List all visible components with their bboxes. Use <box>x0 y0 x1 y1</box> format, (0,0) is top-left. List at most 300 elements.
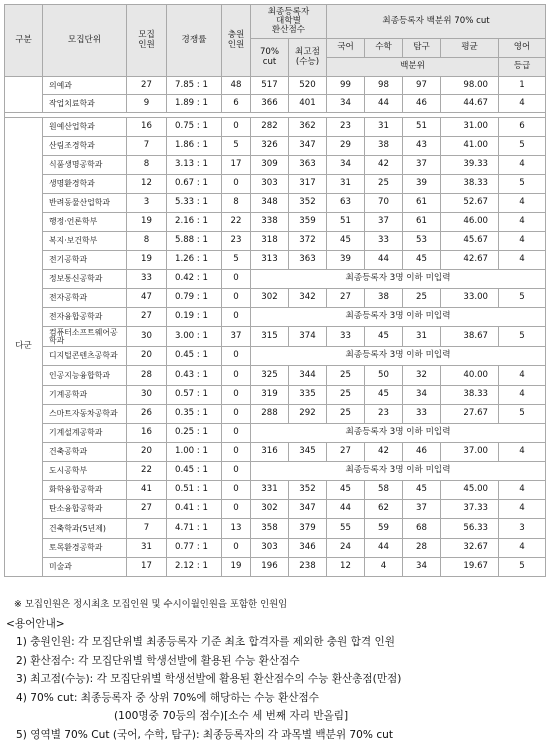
korean-cell: 45 <box>327 481 365 500</box>
extra-cell: 0 <box>222 424 251 443</box>
dept-cell: 기계공학과 <box>43 386 127 405</box>
note-cell: 최종등록자 3명 이하 미입력 <box>251 424 546 443</box>
table-row <box>5 386 546 405</box>
inquiry-cell: 25 <box>403 289 441 308</box>
inquiry-cell: 45 <box>403 251 441 270</box>
inquiry-cell: 97 <box>403 77 441 95</box>
table-row <box>5 558 546 577</box>
quota-cell: 30 <box>127 327 167 347</box>
extra-cell: 6 <box>222 95 251 113</box>
korean-cell: 39 <box>327 251 365 270</box>
extra-cell: 5 <box>222 251 251 270</box>
math-cell: 44 <box>365 539 403 558</box>
notes-item: 4) 70% cut: 최종등록자 중 상위 70%에 해당하는 수능 환산점수 <box>16 691 319 704</box>
dept-cell: 행정·언론학부 <box>43 213 127 232</box>
average-cell: 56.33 <box>441 519 499 539</box>
dept-cell: 생명환경학과 <box>43 175 127 194</box>
table-row <box>5 424 546 443</box>
quota-cell: 41 <box>127 481 167 500</box>
inquiry-cell: 28 <box>403 539 441 558</box>
english-cell: 4 <box>499 194 546 213</box>
korean-cell: 25 <box>327 386 365 405</box>
dept-cell: 의예과 <box>43 77 127 95</box>
inquiry-cell: 33 <box>403 405 441 424</box>
ratio-cell: 0.67 : 1 <box>167 175 222 194</box>
cut-cell: 318 <box>251 232 289 251</box>
ratio-cell: 1.89 : 1 <box>167 95 222 113</box>
ratio-cell: 7.85 : 1 <box>167 77 222 95</box>
table-row <box>5 175 546 194</box>
dept-cell: 탄소융합공학과 <box>43 500 127 519</box>
math-cell: 45 <box>365 327 403 347</box>
ratio-cell: 3.13 : 1 <box>167 156 222 175</box>
notes-item: 1) 충원인원: 각 모집단위별 최종등록자 기준 최초 합격자를 제외한 충원 합격 인원 <box>16 636 395 648</box>
extra-cell: 37 <box>222 327 251 347</box>
english-cell: 4 <box>499 500 546 519</box>
dept-cell: 전기공학과 <box>43 251 127 270</box>
table-row <box>5 308 546 327</box>
dept-cell: 스마트자동차공학과 <box>43 405 127 424</box>
inquiry-cell: 32 <box>403 366 441 386</box>
extra-cell: 0 <box>222 500 251 519</box>
english-cell: 3 <box>499 519 546 539</box>
korean-cell: 12 <box>327 558 365 577</box>
quota-cell: 26 <box>127 405 167 424</box>
english-cell: 5 <box>499 175 546 194</box>
ratio-cell: 0.43 : 1 <box>167 366 222 386</box>
ratio-cell: 1.00 : 1 <box>167 443 222 462</box>
header-english: 영어 <box>499 39 546 58</box>
table-row <box>5 118 546 137</box>
quota-cell: 28 <box>127 366 167 386</box>
extra-cell: 23 <box>222 232 251 251</box>
math-cell: 98 <box>365 77 403 95</box>
average-cell: 37.00 <box>441 443 499 462</box>
max-cell: 347 <box>289 137 327 156</box>
extra-cell: 0 <box>222 308 251 327</box>
english-cell: 5 <box>499 289 546 308</box>
english-cell: 4 <box>499 213 546 232</box>
table-row <box>5 500 546 519</box>
extra-cell: 0 <box>222 289 251 308</box>
extra-cell: 0 <box>222 366 251 386</box>
quota-cell: 31 <box>127 539 167 558</box>
table-row <box>5 481 546 500</box>
note-cell: 최종등록자 3명 이하 미입력 <box>251 462 546 481</box>
math-cell: 62 <box>365 500 403 519</box>
table-row <box>5 539 546 558</box>
extra-cell: 0 <box>222 539 251 558</box>
math-cell: 42 <box>365 156 403 175</box>
korean-cell: 27 <box>327 289 365 308</box>
quota-cell: 33 <box>127 270 167 289</box>
header-percentile: 백분위 <box>327 58 499 77</box>
header-conv-max: 최고점 (수능) <box>289 39 327 77</box>
quota-cell: 20 <box>127 347 167 366</box>
ratio-cell: 0.25 : 1 <box>167 424 222 443</box>
math-cell: 42 <box>365 443 403 462</box>
table-row <box>5 289 546 308</box>
ratio-cell: 4.71 : 1 <box>167 519 222 539</box>
table-row <box>5 405 546 424</box>
korean-cell: 34 <box>327 156 365 175</box>
quota-cell: 3 <box>127 194 167 213</box>
ratio-cell: 0.51 : 1 <box>167 481 222 500</box>
dept-cell: 도시공학부 <box>43 462 127 481</box>
quota-cell: 7 <box>127 137 167 156</box>
header-korean: 국어 <box>327 39 365 58</box>
average-cell: 44.67 <box>441 95 499 113</box>
quota-cell: 9 <box>127 95 167 113</box>
header-inquiry: 탐구 <box>403 39 441 58</box>
header-conv-title: 최종등록자 대학별 환산점수 <box>251 5 327 39</box>
math-cell: 59 <box>365 519 403 539</box>
table-row <box>5 519 546 539</box>
extra-cell: 0 <box>222 270 251 289</box>
quota-cell: 19 <box>127 251 167 270</box>
korean-cell: 63 <box>327 194 365 213</box>
note-cell: 최종등록자 3명 이하 미입력 <box>251 308 546 327</box>
cut-cell: 302 <box>251 289 289 308</box>
dept-cell: 작업치료학과 <box>43 95 127 113</box>
ratio-cell: 3.00 : 1 <box>167 327 222 347</box>
notes-guide-title: <용어안내> <box>6 617 65 630</box>
quota-cell: 17 <box>127 558 167 577</box>
inquiry-cell: 51 <box>403 118 441 137</box>
cut-cell: 517 <box>251 77 289 95</box>
cut-cell: 348 <box>251 194 289 213</box>
ratio-cell: 0.77 : 1 <box>167 539 222 558</box>
ratio-cell: 0.45 : 1 <box>167 347 222 366</box>
extra-cell: 0 <box>222 405 251 424</box>
math-cell: 45 <box>365 386 403 405</box>
quota-cell: 19 <box>127 213 167 232</box>
max-cell: 344 <box>289 366 327 386</box>
cut-cell: 319 <box>251 386 289 405</box>
header-quota: 모집 인원 <box>127 5 167 77</box>
notes-item: (100명중 70등의 점수)[소수 세 번째 자리 반올림] <box>114 710 349 722</box>
english-cell: 4 <box>499 443 546 462</box>
math-cell: 38 <box>365 137 403 156</box>
table-row <box>5 347 546 366</box>
average-cell: 40.00 <box>441 366 499 386</box>
max-cell: 238 <box>289 558 327 577</box>
average-cell: 42.67 <box>441 251 499 270</box>
header-ratio: 경쟁률 <box>167 5 222 77</box>
korean-cell: 33 <box>327 327 365 347</box>
math-cell: 44 <box>365 95 403 113</box>
note-cell: 최종등록자 3명 이하 미입력 <box>251 270 546 289</box>
quota-cell: 8 <box>127 232 167 251</box>
note-cell: 최종등록자 3명 이하 미입력 <box>251 347 546 366</box>
dept-cell: 건축학과(5년제) <box>43 519 127 539</box>
korean-cell: 51 <box>327 213 365 232</box>
ratio-cell: 2.16 : 1 <box>167 213 222 232</box>
korean-cell: 31 <box>327 175 365 194</box>
quota-cell: 16 <box>127 118 167 137</box>
dept-cell: 반려동물산업학과 <box>43 194 127 213</box>
header-math: 수학 <box>365 39 403 58</box>
inquiry-cell: 61 <box>403 194 441 213</box>
average-cell: 45.67 <box>441 232 499 251</box>
cut-cell: 315 <box>251 327 289 347</box>
math-cell: 33 <box>365 232 403 251</box>
average-cell: 98.00 <box>441 77 499 95</box>
english-cell: 4 <box>499 366 546 386</box>
max-cell: 363 <box>289 251 327 270</box>
ratio-cell: 1.26 : 1 <box>167 251 222 270</box>
notes-item: 5) 영역별 70% Cut (국어, 수학, 탐구): 최종등록자의 각 과목별 백분위 70% cut <box>16 728 394 741</box>
dept-cell: 디지털콘텐츠공학과 <box>43 347 127 366</box>
average-cell: 38.33 <box>441 175 499 194</box>
quota-cell: 47 <box>127 289 167 308</box>
admission-results-table <box>4 4 546 577</box>
quota-cell: 30 <box>127 386 167 405</box>
extra-cell: 0 <box>222 118 251 137</box>
max-cell: 520 <box>289 77 327 95</box>
korean-cell: 24 <box>327 539 365 558</box>
korean-cell: 45 <box>327 232 365 251</box>
quota-cell: 12 <box>127 175 167 194</box>
extra-cell: 8 <box>222 194 251 213</box>
korean-cell: 44 <box>327 500 365 519</box>
extra-cell: 48 <box>222 77 251 95</box>
dept-cell: 미술과 <box>43 558 127 577</box>
max-cell: 342 <box>289 289 327 308</box>
group-da-cell: 다군 <box>5 118 43 577</box>
english-cell: 4 <box>499 539 546 558</box>
extra-cell: 5 <box>222 137 251 156</box>
ratio-cell: 0.42 : 1 <box>167 270 222 289</box>
korean-cell: 25 <box>327 405 365 424</box>
header-average: 평균 <box>441 39 499 58</box>
header-pct-title: 최종등록자 백분위 70% cut <box>327 5 546 39</box>
table-row <box>5 213 546 232</box>
ratio-cell: 0.45 : 1 <box>167 462 222 481</box>
extra-cell: 13 <box>222 519 251 539</box>
table-row <box>5 232 546 251</box>
max-cell: 292 <box>289 405 327 424</box>
table-row <box>5 462 546 481</box>
dept-cell: 기계설계공학과 <box>43 424 127 443</box>
math-cell: 50 <box>365 366 403 386</box>
header-conv-70: 70% cut <box>251 39 289 77</box>
dept-cell: 인공지능융합학과 <box>43 366 127 386</box>
table-row <box>5 77 546 95</box>
math-cell: 44 <box>365 251 403 270</box>
korean-cell: 25 <box>327 366 365 386</box>
cut-cell: 303 <box>251 175 289 194</box>
inquiry-cell: 34 <box>403 386 441 405</box>
cut-cell: 325 <box>251 366 289 386</box>
average-cell: 38.33 <box>441 386 499 405</box>
english-cell: 1 <box>499 77 546 95</box>
header-grade: 등급 <box>499 58 546 77</box>
inquiry-cell: 37 <box>403 500 441 519</box>
extra-cell: 0 <box>222 347 251 366</box>
math-cell: 23 <box>365 405 403 424</box>
english-cell: 4 <box>499 156 546 175</box>
english-cell: 4 <box>499 386 546 405</box>
quota-cell: 20 <box>127 443 167 462</box>
math-cell: 25 <box>365 175 403 194</box>
cut-cell: 309 <box>251 156 289 175</box>
inquiry-cell: 34 <box>403 558 441 577</box>
math-cell: 31 <box>365 118 403 137</box>
table-row <box>5 194 546 213</box>
english-cell: 5 <box>499 327 546 347</box>
dept-cell: 식품생명공학과 <box>43 156 127 175</box>
quota-cell: 7 <box>127 519 167 539</box>
dept-cell: 원예산업학과 <box>43 118 127 137</box>
inquiry-cell: 37 <box>403 156 441 175</box>
math-cell: 37 <box>365 213 403 232</box>
korean-cell: 29 <box>327 137 365 156</box>
english-cell: 4 <box>499 251 546 270</box>
quota-cell: 27 <box>127 77 167 95</box>
english-cell: 5 <box>499 405 546 424</box>
ratio-cell: 5.88 : 1 <box>167 232 222 251</box>
dept-cell: 화학융합공학과 <box>43 481 127 500</box>
max-cell: 352 <box>289 481 327 500</box>
average-cell: 39.33 <box>441 156 499 175</box>
math-cell: 70 <box>365 194 403 213</box>
ratio-cell: 5.33 : 1 <box>167 194 222 213</box>
cut-cell: 331 <box>251 481 289 500</box>
max-cell: 347 <box>289 500 327 519</box>
max-cell: 363 <box>289 156 327 175</box>
table-row <box>5 327 546 347</box>
cut-cell: 196 <box>251 558 289 577</box>
ratio-cell: 0.57 : 1 <box>167 386 222 405</box>
korean-cell: 34 <box>327 95 365 113</box>
average-cell: 19.67 <box>441 558 499 577</box>
cut-cell: 303 <box>251 539 289 558</box>
korean-cell: 27 <box>327 443 365 462</box>
extra-cell: 22 <box>222 213 251 232</box>
english-cell: 4 <box>499 232 546 251</box>
korean-cell: 55 <box>327 519 365 539</box>
group-ga-cell <box>5 77 43 113</box>
extra-cell: 0 <box>222 462 251 481</box>
math-cell: 4 <box>365 558 403 577</box>
max-cell: 379 <box>289 519 327 539</box>
ratio-cell: 1.86 : 1 <box>167 137 222 156</box>
max-cell: 352 <box>289 194 327 213</box>
average-cell: 27.67 <box>441 405 499 424</box>
table-row <box>5 366 546 386</box>
ratio-cell: 2.12 : 1 <box>167 558 222 577</box>
header-extra: 충원 인원 <box>222 5 251 77</box>
dept-cell: 산림조경학과 <box>43 137 127 156</box>
english-cell: 5 <box>499 558 546 577</box>
inquiry-cell: 46 <box>403 443 441 462</box>
max-cell: 317 <box>289 175 327 194</box>
dept-cell: 건축공학과 <box>43 443 127 462</box>
average-cell: 45.00 <box>441 481 499 500</box>
ratio-cell: 0.19 : 1 <box>167 308 222 327</box>
ratio-cell: 0.79 : 1 <box>167 289 222 308</box>
table-body <box>5 77 546 577</box>
dept-cell: 전자공학과 <box>43 289 127 308</box>
quota-cell: 27 <box>127 308 167 327</box>
math-cell: 38 <box>365 289 403 308</box>
notes-item: 2) 환산점수: 각 모집단위별 학생선발에 활용된 수능 환산점수 <box>16 654 300 667</box>
quota-cell: 8 <box>127 156 167 175</box>
inquiry-cell: 68 <box>403 519 441 539</box>
dept-cell: 복지·보건학부 <box>43 232 127 251</box>
header-group: 구분 <box>5 5 43 77</box>
cut-cell: 282 <box>251 118 289 137</box>
header-dept: 모집단위 <box>43 5 127 77</box>
extra-cell: 0 <box>222 481 251 500</box>
table-row <box>5 156 546 175</box>
max-cell: 374 <box>289 327 327 347</box>
average-cell: 33.00 <box>441 289 499 308</box>
dept-cell: 전자융합공학과 <box>43 308 127 327</box>
inquiry-cell: 43 <box>403 137 441 156</box>
inquiry-cell: 61 <box>403 213 441 232</box>
english-cell: 4 <box>499 95 546 113</box>
quota-cell: 22 <box>127 462 167 481</box>
table-row <box>5 443 546 462</box>
extra-cell: 0 <box>222 175 251 194</box>
average-cell: 46.00 <box>441 213 499 232</box>
korean-cell: 23 <box>327 118 365 137</box>
ratio-cell: 0.41 : 1 <box>167 500 222 519</box>
ratio-cell: 0.35 : 1 <box>167 405 222 424</box>
dept-cell: 컴퓨터소프트웨어공학과 <box>43 327 127 347</box>
inquiry-cell: 53 <box>403 232 441 251</box>
ratio-cell: 0.75 : 1 <box>167 118 222 137</box>
max-cell: 362 <box>289 118 327 137</box>
english-cell: 5 <box>499 137 546 156</box>
max-cell: 359 <box>289 213 327 232</box>
cut-cell: 338 <box>251 213 289 232</box>
max-cell: 346 <box>289 539 327 558</box>
extra-cell: 0 <box>222 443 251 462</box>
max-cell: 335 <box>289 386 327 405</box>
quota-cell: 16 <box>127 424 167 443</box>
english-cell: 4 <box>499 481 546 500</box>
inquiry-cell: 31 <box>403 327 441 347</box>
dept-cell: 정보통신공학과 <box>43 270 127 289</box>
cut-cell: 358 <box>251 519 289 539</box>
average-cell: 52.67 <box>441 194 499 213</box>
max-cell: 401 <box>289 95 327 113</box>
average-cell: 38.67 <box>441 327 499 347</box>
inquiry-cell: 39 <box>403 175 441 194</box>
table-row <box>5 95 546 113</box>
table-row <box>5 251 546 270</box>
cut-cell: 366 <box>251 95 289 113</box>
extra-cell: 17 <box>222 156 251 175</box>
cut-cell: 288 <box>251 405 289 424</box>
max-cell: 345 <box>289 443 327 462</box>
inquiry-cell: 46 <box>403 95 441 113</box>
average-cell: 32.67 <box>441 539 499 558</box>
math-cell: 58 <box>365 481 403 500</box>
notes-star: ※ 모집인원은 정시최초 모집인원 및 수시이월인원을 포함한 인원임 <box>14 599 288 610</box>
average-cell: 31.00 <box>441 118 499 137</box>
cut-cell: 326 <box>251 137 289 156</box>
max-cell: 372 <box>289 232 327 251</box>
dept-cell: 토목환경공학과 <box>43 539 127 558</box>
average-cell: 41.00 <box>441 137 499 156</box>
table-row <box>5 270 546 289</box>
english-cell: 6 <box>499 118 546 137</box>
extra-cell: 19 <box>222 558 251 577</box>
